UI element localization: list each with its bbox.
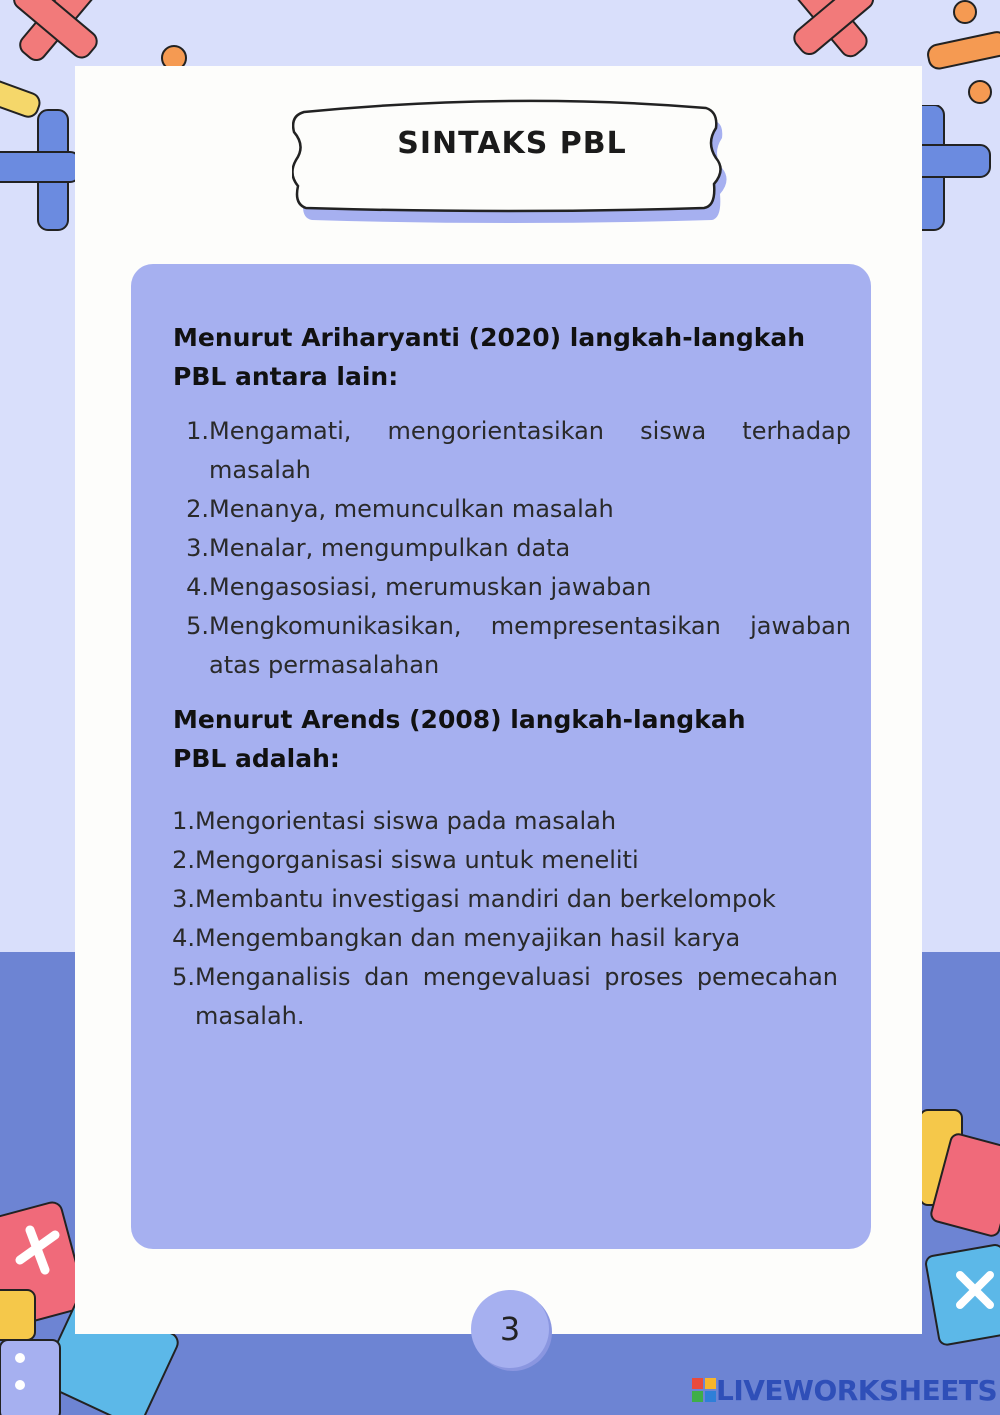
list-item-text: Mengorganisasi siswa untuk meneliti	[195, 846, 639, 874]
liveworksheets-logo-icon	[692, 1378, 716, 1402]
section2-heading-line2: PBL adalah:	[173, 744, 340, 773]
list-item	[175, 568, 851, 607]
section2-heading-line1: Menurut Arends (2008) langkah-langkah	[173, 705, 746, 734]
list-item-line2: atas permasalahan	[209, 651, 440, 679]
list-item-text	[209, 412, 851, 490]
list-item-line1: Mengamati, mengorientasikan siswa terhadap	[209, 417, 851, 445]
list-item-number: 5.	[172, 963, 195, 991]
list-item	[160, 802, 838, 841]
list-item	[175, 412, 851, 490]
section1-heading-line1: Menurut Ariharyanti (2020) langkah-langkah	[173, 323, 806, 352]
list-item-number: 2.	[186, 495, 209, 523]
list-item-text: Menalar, mengumpulkan data	[209, 534, 571, 562]
page-title: SINTAKS PBL	[397, 126, 627, 161]
list-item-number: 2.	[172, 846, 195, 874]
plus-sign-decoration-top-right	[780, 0, 890, 70]
section2-heading	[173, 700, 853, 778]
list-item	[160, 841, 838, 880]
list-item-text: Mengorientasi siswa pada masalah	[195, 807, 617, 835]
list-item-number: 3.	[186, 534, 209, 562]
list-item	[160, 880, 838, 919]
list-item-line1: Menganalisis dan mengevaluasi proses pemecahan	[195, 963, 838, 991]
list-item	[160, 958, 838, 1036]
list-item-text: Mengasosiasi, merumuskan jawaban	[209, 573, 652, 601]
section1-heading-line2: PBL antara lain:	[173, 362, 399, 391]
list-item-text: Menanya, memunculkan masalah	[209, 495, 614, 523]
list-item-text	[195, 958, 838, 1036]
section1-heading	[173, 318, 853, 396]
watermark-text: LIVEWORKSHEETS	[716, 1374, 998, 1407]
list-item-number: 5.	[186, 612, 209, 640]
section2-list	[160, 802, 838, 1036]
list-item-text: Mengembangkan dan menyajikan hasil karya	[195, 924, 741, 952]
title-banner	[292, 98, 732, 224]
list-item	[175, 529, 851, 568]
list-item	[175, 490, 851, 529]
list-item-number: 4.	[172, 924, 195, 952]
list-item	[160, 919, 838, 958]
list-item-line1: Mengkomunikasikan, mempresentasikan jawaban	[209, 612, 851, 640]
section1-list	[175, 412, 851, 685]
list-item-number: 1.	[186, 417, 209, 445]
list-item-number: 3.	[172, 885, 195, 913]
list-item-number: 1.	[172, 807, 195, 835]
page-number-badge	[471, 1290, 549, 1368]
plus-sign-decoration-right	[920, 105, 1000, 235]
list-item-number: 4.	[186, 573, 209, 601]
list-item-line2: masalah	[209, 456, 311, 484]
list-item-line2: masalah.	[195, 1002, 305, 1030]
page-number: 3	[499, 1310, 521, 1348]
list-item-text	[209, 607, 851, 685]
tiles-decoration-bottom-right	[920, 1100, 1000, 1350]
list-item-text: Membantu investigasi mandiri dan berkelompok	[195, 885, 776, 913]
list-item	[175, 607, 851, 685]
plus-sign-decoration-left	[0, 100, 80, 240]
divide-sign-decoration-top-right	[920, 0, 1000, 110]
